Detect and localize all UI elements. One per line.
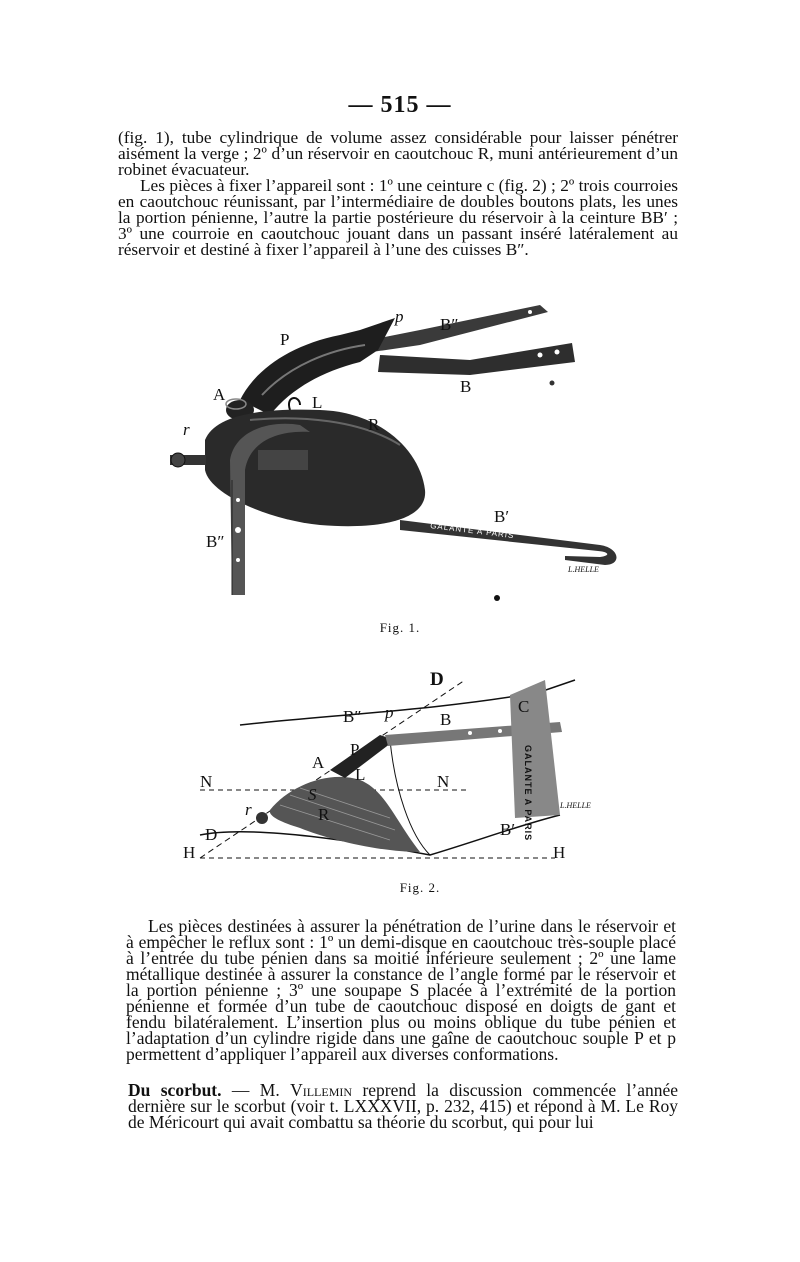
- label-fig2-D-left: D: [205, 825, 218, 844]
- label-fig2-N-left: N: [200, 772, 213, 791]
- label-fig2-B1: B′: [500, 820, 516, 839]
- label-fig1-B: B: [460, 377, 472, 396]
- paragraph-intro: (fig. 1), tube cylindrique de volume assez considérable pour laisser pénétrer aisément la verge ; 2º d’un réservoir en caoutchouc R, muni antérieurement d’un robinet évacuateur.: [118, 128, 678, 179]
- label-fig1-p: p: [395, 307, 404, 326]
- label-fig2-H-right: H: [553, 843, 566, 862]
- paragraph-urine-pieces: Les pièces destinées à assurer la pénétration de l’urine dans le réservoir et à empêcher le reflux sont : 1º un demi-disque en caoutchouc très-souple placé à l’entrée du tube pénien dans sa moitié inférieure seulement ; 2º une lame métallique destinée à assurer la constance de l’angle formé par le réservoir et la portion pénienne ; 3º une soupape S placée à l’extrémité de la portion pénienne et formée d’un tube de caoutchouc disposé en doigts de gant et fendu bilatéralement. L’insertion plus ou moins oblique du tube pénien et l’adaptation d’un cylindre rigide dans une gaîne de caoutchouc souple P et p permettent d’appliquer l’appareil aux diverses conformations.: [126, 916, 676, 1064]
- label-fig1-R: R: [368, 415, 380, 434]
- label-fig2-A: A: [312, 753, 325, 772]
- figure-1-caption: Fig. 1.: [379, 620, 421, 635]
- paragraph-fixing-pieces: Les pièces à fixer l’appareil sont : 1º une ceinture c (fig. 2) ; 2º trois courroies en caoutchouc réunissant, par l’intermédiaire de doubles boutons plats, les unes la portion pénienne, l’autre la partie postérieure du réservoir à la ceinture BB′ ; 3º une courroie en caoutchouc jouant dans un passant inséré latéralement au réservoir et destiné à fixer l’appareil à l’une des cuisses B″.: [118, 176, 678, 259]
- maker-stamp-fig1: GALANTE A PARIS: [429, 521, 515, 541]
- section-title-scorbut: Du scorbut.: [128, 1080, 222, 1100]
- strap-b: [378, 343, 575, 375]
- label-fig1-L: L: [312, 393, 323, 412]
- label-fig2-p: p: [385, 703, 394, 722]
- figure-1-illustration: [0, 0, 800, 620]
- label-fig2-B: B: [440, 710, 452, 729]
- scurvy-text: reprend la discussion commencée l’année dernière sur le scorbut (voir t. LXXXVII, p. 232, 415) et répond à M. Le Roy de Méricourt qui avait combattu sa théorie du scorbut, qui pour lui: [128, 1080, 678, 1132]
- label-fig2-D-top: D: [430, 669, 444, 690]
- label-fig2-S: S: [308, 785, 317, 804]
- label-fig1-A: A: [213, 385, 226, 404]
- label-fig1-B2left: B″: [206, 532, 225, 551]
- engraver-signature-fig2: L.HELLE: [560, 801, 591, 810]
- label-fig1-B2: B″: [440, 315, 459, 334]
- engraver-signature-fig1: L.HELLE: [568, 565, 599, 574]
- label-fig2-P: P: [350, 740, 360, 759]
- reservoir-fig2: [270, 777, 420, 852]
- label-fig2-C: C: [518, 697, 530, 716]
- figure-2-illustration: [0, 640, 800, 900]
- label-fig1-P: P: [280, 330, 290, 349]
- label-fig2-H-left: H: [183, 843, 196, 862]
- label-fig2-r: r: [245, 800, 252, 819]
- label-fig1-B1: B′: [494, 507, 510, 526]
- paragraph-scurvy: [128, 1082, 678, 1130]
- label-fig2-B2: B″: [343, 707, 362, 726]
- author-villemin: Villemin: [290, 1080, 353, 1100]
- maker-stamp-fig2: GALANTE A PARIS: [523, 745, 533, 842]
- page-number: — 515 —: [348, 92, 452, 118]
- label-fig1-r: r: [183, 420, 190, 439]
- scurvy-dash: — M.: [221, 1080, 291, 1100]
- figure-2-caption: Fig. 2.: [399, 880, 441, 895]
- label-fig2-N-right: N: [437, 772, 450, 791]
- label-fig2-R: R: [318, 805, 330, 824]
- label-fig2-L: L: [355, 765, 366, 784]
